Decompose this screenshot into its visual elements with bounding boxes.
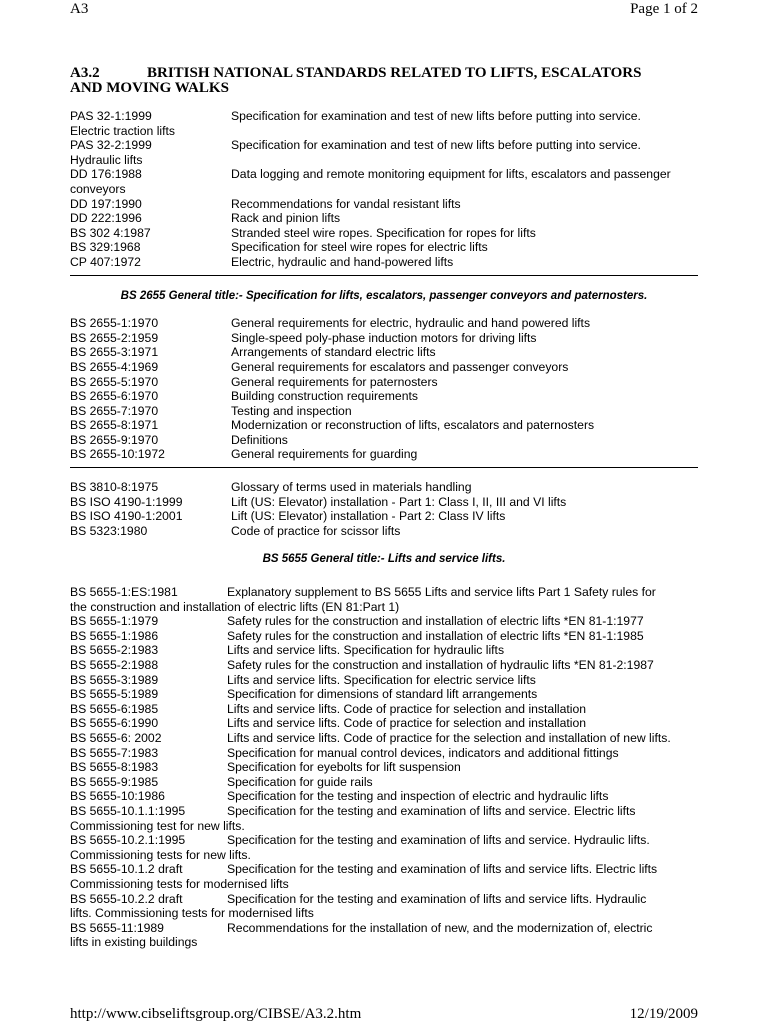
standard-entry [70, 524, 698, 539]
standard-entry [70, 345, 698, 360]
group-other-standards [70, 480, 698, 538]
standard-code: BS 5655-7:1983 [70, 745, 159, 760]
standard-code: BS 5655-2:1988 [70, 658, 159, 672]
standard-description: Specification for guide rails [227, 774, 373, 789]
standard-entry [70, 921, 698, 936]
standard-description: Safety rules for the construction and installation of electric lifts *EN 81-1:1977 [227, 614, 644, 629]
standard-code: BS 2655-6:1970 [70, 389, 159, 404]
standard-description-continued: Hydraulic lifts [70, 152, 143, 167]
page-counter: Page 1 of 2 [630, 1, 698, 17]
standard-entry [70, 331, 698, 346]
standard-code: BS 5655-11:1989 [70, 920, 164, 935]
standard-entry [70, 255, 698, 270]
standard-description-continued: Commissioning tests for new lifts. [70, 847, 251, 862]
standard-description: Lifts and service lifts. Code of practice for the selection and installation of new lifts. [227, 730, 671, 745]
standard-entry [70, 862, 698, 877]
standard-code: BS 5655-6: 2002 [70, 730, 162, 745]
standard-description: Lift (US: Elevator) installation - Part 2: Class IV lifts [231, 509, 506, 524]
standard-code: DD 197:1990 [70, 196, 142, 211]
standard-code: BS 5655-2:1983 [70, 643, 159, 658]
standard-description: Definitions [231, 432, 288, 447]
standard-description: Specification for the testing and examination of lifts and service. Hydraulic lifts. [227, 833, 650, 848]
standard-entry [70, 447, 698, 462]
standard-code: BS 5323:1980 [70, 523, 148, 538]
standard-description: Specification for eyebolts for lift suspension [227, 760, 461, 775]
standard-description: Lifts and service lifts. Code of practice for selection and installation [227, 701, 587, 716]
group-bs5655 [70, 585, 698, 950]
standard-entry [70, 509, 698, 524]
standard-description-continued: Commissioning tests for modernised lifts [70, 876, 289, 891]
standard-description: Arrangements of standard electric lifts [231, 345, 436, 360]
standard-description: Lift (US: Elevator) installation - Part 1: Class I, II, III and VI lifts [231, 494, 567, 509]
bs5655-subheading: BS 5655 General title:- Lifts and service lifts. [262, 553, 506, 566]
standard-code: BS 302 4:1987 [70, 225, 151, 240]
standard-code: BS 2655-10:1972 [70, 447, 165, 462]
standard-entry [70, 892, 698, 907]
standard-description-continued: Commissioning test for new lifts. [70, 818, 245, 833]
standard-description: Specification for the testing and examination of lifts and service lifts. Electric lifts [227, 862, 658, 877]
standard-description: Data logging and remote monitoring equipment for lifts, escalators and passenger [231, 167, 671, 182]
standard-description: Specification for steel wire ropes for electric lifts [231, 240, 488, 255]
standard-description: General requirements for guarding [231, 447, 418, 462]
standard-code: DD 176:1988 [70, 167, 142, 182]
standard-entry [70, 240, 698, 255]
standard-description: Testing and inspection [231, 403, 352, 418]
page-header-section: A3 [70, 1, 89, 17]
standard-description: Modernization or reconstruction of lifts, escalators and paternosters [231, 418, 595, 433]
standard-entry [70, 375, 698, 390]
standard-code: BS 5655-10:1986 [70, 789, 165, 804]
standard-description: General requirements for electric, hydraulic and hand powered lifts [231, 316, 591, 331]
standard-description: Specification for the testing and examination of lifts and service lifts. Hydraulic [227, 891, 647, 906]
standard-code: BS 5655-10.2.2 draft [70, 891, 183, 906]
standard-description: Specification for the testing and examination of lifts and service. Electric lifts [227, 803, 636, 818]
standard-entry [70, 716, 698, 731]
standard-description: Recommendations for vandal resistant lifts [231, 196, 461, 211]
bs2655-subheading: BS 2655 General title:- Specification for lifts, escalators, passenger conveyors and paternosters. [120, 289, 648, 302]
standard-code: PAS 32-2:1999 [70, 138, 152, 153]
standard-code: BS 5655-6:1990 [70, 716, 159, 731]
standard-entry [70, 760, 698, 775]
standard-entry [70, 138, 698, 153]
standard-code: BS 5655-1:1986 [70, 628, 159, 643]
standard-description: Safety rules for the construction and installation of hydraulic lifts *EN 81-2:1987 [227, 658, 654, 672]
standard-description: Electric, hydraulic and hand-powered lifts [231, 254, 454, 269]
standard-entry [70, 614, 698, 629]
standard-code: BS 5655-1:1979 [70, 614, 159, 629]
standard-entry [70, 673, 698, 688]
standard-entry [70, 418, 698, 433]
standard-entry [70, 804, 698, 819]
standard-entry [70, 433, 698, 448]
standard-entry [70, 316, 698, 331]
standard-description: Specification for dimensions of standard lift arrangements [227, 687, 538, 702]
standard-entry [70, 789, 698, 804]
standard-code: BS 2655-9:1970 [70, 432, 159, 447]
standard-entry [70, 746, 698, 761]
standard-code: BS 5655-3:1989 [70, 672, 159, 687]
standard-description: Glossary of terms used in materials handling [231, 480, 472, 495]
standard-entry [70, 702, 698, 717]
standard-code: BS 329:1968 [70, 240, 141, 255]
standard-entry [70, 585, 698, 600]
standard-description: Recommendations for the installation of new, and the modernization of, electric [227, 920, 653, 935]
standard-entry [70, 197, 698, 212]
standard-code: BS 2655-4:1969 [70, 359, 159, 374]
standard-code: BS 5655-10.2.1:1995 [70, 833, 186, 848]
standard-code: BS 2655-7:1970 [70, 403, 159, 418]
footer-url: http://www.cibseliftsgroup.org/CIBSE/A3.2.htm [70, 1006, 362, 1022]
standard-entry [70, 480, 698, 495]
standard-code: CP 407:1972 [70, 254, 141, 269]
standard-entry [70, 731, 698, 746]
standard-description: General requirements for paternosters [231, 374, 438, 389]
footer-date: 12/19/2009 [629, 1006, 698, 1022]
standard-code: DD 222:1996 [70, 211, 142, 226]
standard-description-continued: Electric traction lifts [70, 123, 175, 138]
standard-description-continued: the construction and installation of electric lifts (EN 81:Part 1) [70, 599, 400, 614]
section-number: A3.2 [70, 65, 100, 81]
standard-entry [70, 495, 698, 510]
standard-code: PAS 32-1:1999 [70, 109, 152, 123]
standard-code: BS 2655-1:1970 [70, 316, 159, 331]
standard-description: Lifts and service lifts. Specification for electric service lifts [227, 672, 536, 687]
section-title-line1: BRITISH NATIONAL STANDARDS RELATED TO LIFTS, ESCALATORS [147, 65, 642, 81]
standard-description: Code of practice for scissor lifts [231, 523, 401, 538]
standard-entry [70, 643, 698, 658]
standard-entry [70, 775, 698, 790]
standard-description: Lifts and service lifts. Specification for hydraulic lifts [227, 643, 505, 658]
standard-description: Specification for examination and test of new lifts before putting into service. [231, 109, 641, 123]
standard-entry [70, 833, 698, 848]
standard-description: Single-speed poly-phase induction motors for driving lifts [231, 330, 537, 345]
standard-entry [70, 360, 698, 375]
standard-description-continued: lifts. Commissioning tests for modernised lifts [70, 906, 314, 921]
standards-list [70, 109, 698, 950]
standard-entry [70, 404, 698, 419]
standard-code: BS 2655-5:1970 [70, 374, 159, 389]
standard-code: BS 5655-6:1985 [70, 701, 159, 716]
standard-description: Building construction requirements [231, 389, 418, 404]
standard-entry [70, 389, 698, 404]
standard-code: BS 5655-10.1.1:1995 [70, 803, 186, 818]
standard-code: BS ISO 4190-1:1999 [70, 494, 183, 509]
section-title-line2: AND MOVING WALKS [70, 80, 229, 96]
standard-code: BS 2655-2:1959 [70, 330, 159, 345]
standard-code: BS 5655-10.1.2 draft [70, 862, 183, 877]
group-general-standards [70, 109, 698, 270]
standard-entry [70, 211, 698, 226]
standard-code: BS 3810-8:1975 [70, 480, 159, 495]
standard-entry [70, 226, 698, 241]
standard-entry [70, 658, 698, 673]
standard-description: Specification for the testing and inspection of electric and hydraulic lifts [227, 789, 609, 804]
standard-description-continued: lifts in existing buildings [70, 935, 198, 950]
standard-entry [70, 629, 698, 644]
standard-description: Rack and pinion lifts [231, 211, 341, 226]
standard-code: BS ISO 4190-1:2001 [70, 509, 183, 524]
standard-description: Specification for examination and test of new lifts before putting into service. [231, 138, 641, 153]
standard-description: Specification for manual control devices, indicators and additional fittings [227, 745, 619, 760]
standard-code: BS 5655-1:ES:1981 [70, 585, 178, 600]
standard-description: Safety rules for the construction and installation of electric lifts *EN 81-1:1985 [227, 628, 644, 643]
standard-entry [70, 687, 698, 702]
standard-description-continued: conveyors [70, 181, 126, 196]
standard-description: Stranded steel wire ropes. Specification for ropes for lifts [231, 225, 536, 240]
standard-entry [70, 109, 698, 124]
group-bs2655 [70, 316, 698, 462]
standard-entry [70, 167, 698, 182]
standard-code: BS 2655-8:1971 [70, 418, 159, 433]
standard-description: Explanatory supplement to BS 5655 Lifts and service lifts Part 1 Safety rules for [227, 585, 656, 600]
standard-code: BS 5655-9:1985 [70, 774, 159, 789]
section-title [70, 66, 710, 96]
standard-code: BS 5655-5:1989 [70, 687, 159, 702]
standard-code: BS 2655-3:1971 [70, 345, 159, 360]
standard-description: Lifts and service lifts. Code of practice for selection and installation [227, 716, 587, 731]
standard-code: BS 5655-8:1983 [70, 760, 159, 775]
standard-description: General requirements for escalators and passenger conveyors [231, 359, 569, 374]
